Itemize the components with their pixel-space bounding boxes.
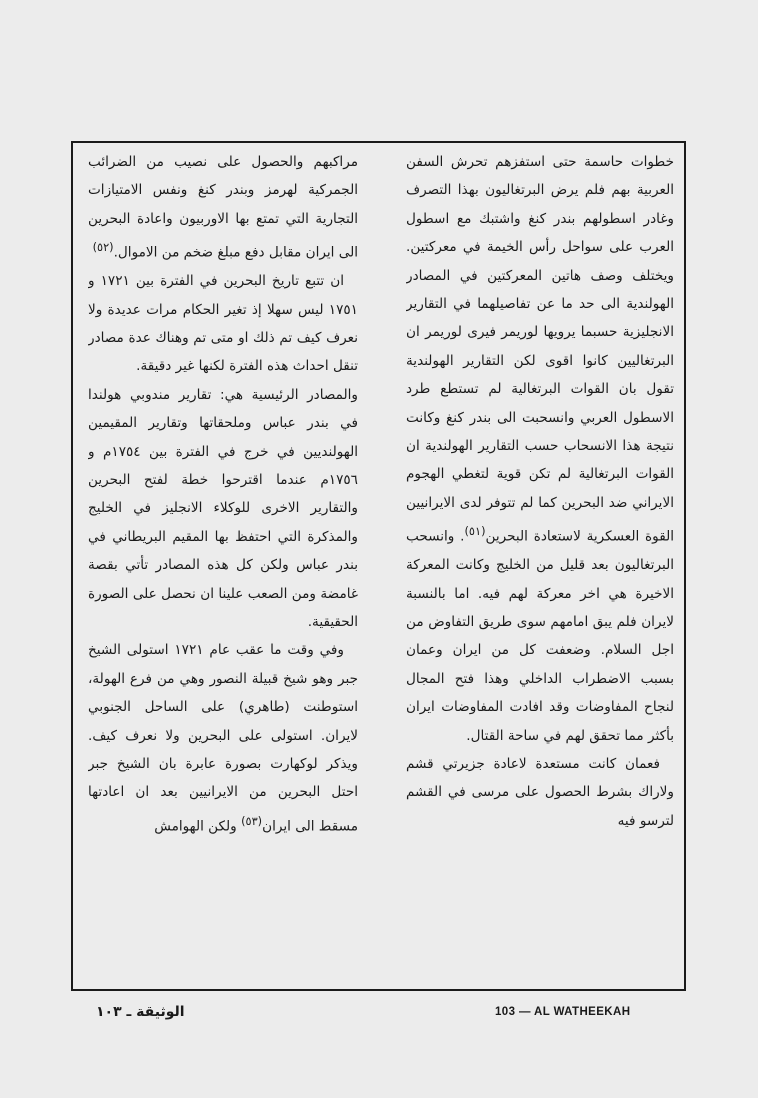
footer-latin-page-label: 103 — AL WATHEEKAH [495,1006,631,1018]
paragraph-text: ولكن الهوامش [154,818,242,835]
paragraph-text: وفي وقت ما عقب عام ١٧٢١ استولى الشيخ جبر وهو شيخ قبيلة النصور وهي من فرع الهولة، استوطنت (طاهري) على الساحل الجنوبي لايران. استولى على البحرين ولا نعرف كيف. ويذكر لوكهارت بصورة عابرة بان الشيخ جبر احتل البحرين من الايرانيين بعد ان اعادتها مسقط الى ايران [88,642,358,835]
paragraph-text: فعمان كانت مستعدة لاعادة جزيرتي قشم ولاراك بشرط الحصول على مرسى في القشم لترسو فيه [406,756,674,829]
footnote-ref-51: (٥١) [464,524,486,539]
paragraph [88,267,358,381]
footnote-ref-52: (٥٢) [92,240,114,255]
left-text-column [88,148,358,983]
paragraph-text: ان تتبع تاريخ البحرين في الفترة بين ١٧٢١ و ١٧٥١ ليس سهلا إذ تغير الحكام مرات عديدة ولا نعرف كيف تم ذلك او متى تم وهناك عدة مصادر تنقل احداث هذه الفترة لكنها غير دقيقة. [88,273,358,375]
paragraph-text: . وانسحب البرتغاليون بعد قليل من الخليج وكانت المعركة الاخيرة هي اخر معركة لهم فيه. اما بالنسبة لايران فلم يبق امامهم سوى طريق التفاوض من اجل السلام. وضعفت كل من ايران وعمان بسبب الاضطراب الداخلي وهذا فتح المجال لنجاح المفاوضات وقد افادت المفاوضات ايران بأكثر مما تحقق لهم في ساحة القتال. [406,528,674,744]
paragraph [406,148,674,750]
footnote-ref-53: (٥٣) [241,813,263,828]
paragraph-text: والمصادر الرئيسية هي: تقارير مندوبي هولندا في بندر عباس وملحقاتها وتقارير المقيمين الهولنديين في خرج في الفترة بين ١٧٥٤م و ١٧٥٦م عندما اقترحوا خطة لفتح البحرين والتقارير الاخرى للوكلاء الانجليز في الخليج والمذكرة التي احتفظ بها المقيم البريطاني في بندر عباس ولكن كل هذه المصادر تأتي بقصة غامضة ومن الصعب علينا ان نحصل على الصورة الحقيقية. [88,386,358,631]
paragraph [406,750,674,835]
paragraph-text: خطوات حاسمة حتى استفزهم تحرش السفن العربية بهم فلم يرض البرتغاليون بهذا التصرف وغادر اسطولهم بندر كنغ واشتبك مع اسطول العرب على سواحل رأس الخيمة في معركتين. ويختلف وصف هاتين المعركتين في المصادر الهولندية الى حد ما عن تفاصيلهما في التقارير الانجليزية حسبما يرويها لوريمر فيرى لوريمر ان البرتغاليين كانوا اقوى لكن التقارير الهولندية تقول بان القوات البرتغالية لم تستطع طرد الاسطول العربي وانسحبت الى بندر كنغ وكانت نتيجة هذا الانسحاب حسب التقارير الهولندية ان القوات البرتغالية لم تكن قوية لتغطي الهجوم الايراني ضد البحرين كما لم تتوفر لدى الايرانيين القوة العسكرية لاستعادة البحرين [406,154,674,545]
paragraph [88,381,358,637]
footer-arabic-page-label: الوثيقة ـ ١٠٣ [96,1004,185,1020]
paragraph [88,636,358,840]
paragraph-text: مراكبهم والحصول على نصيب من الضرائب الجمركية لهرمز وبندر كنغ ونفس الامتيازات التجارية التي تمتع بها الاوربيون واعادة البحرين الى ايران مقابل دفع مبلغ ضخم من الاموال. [88,154,358,261]
paragraph [88,148,358,267]
right-text-column [406,148,674,983]
